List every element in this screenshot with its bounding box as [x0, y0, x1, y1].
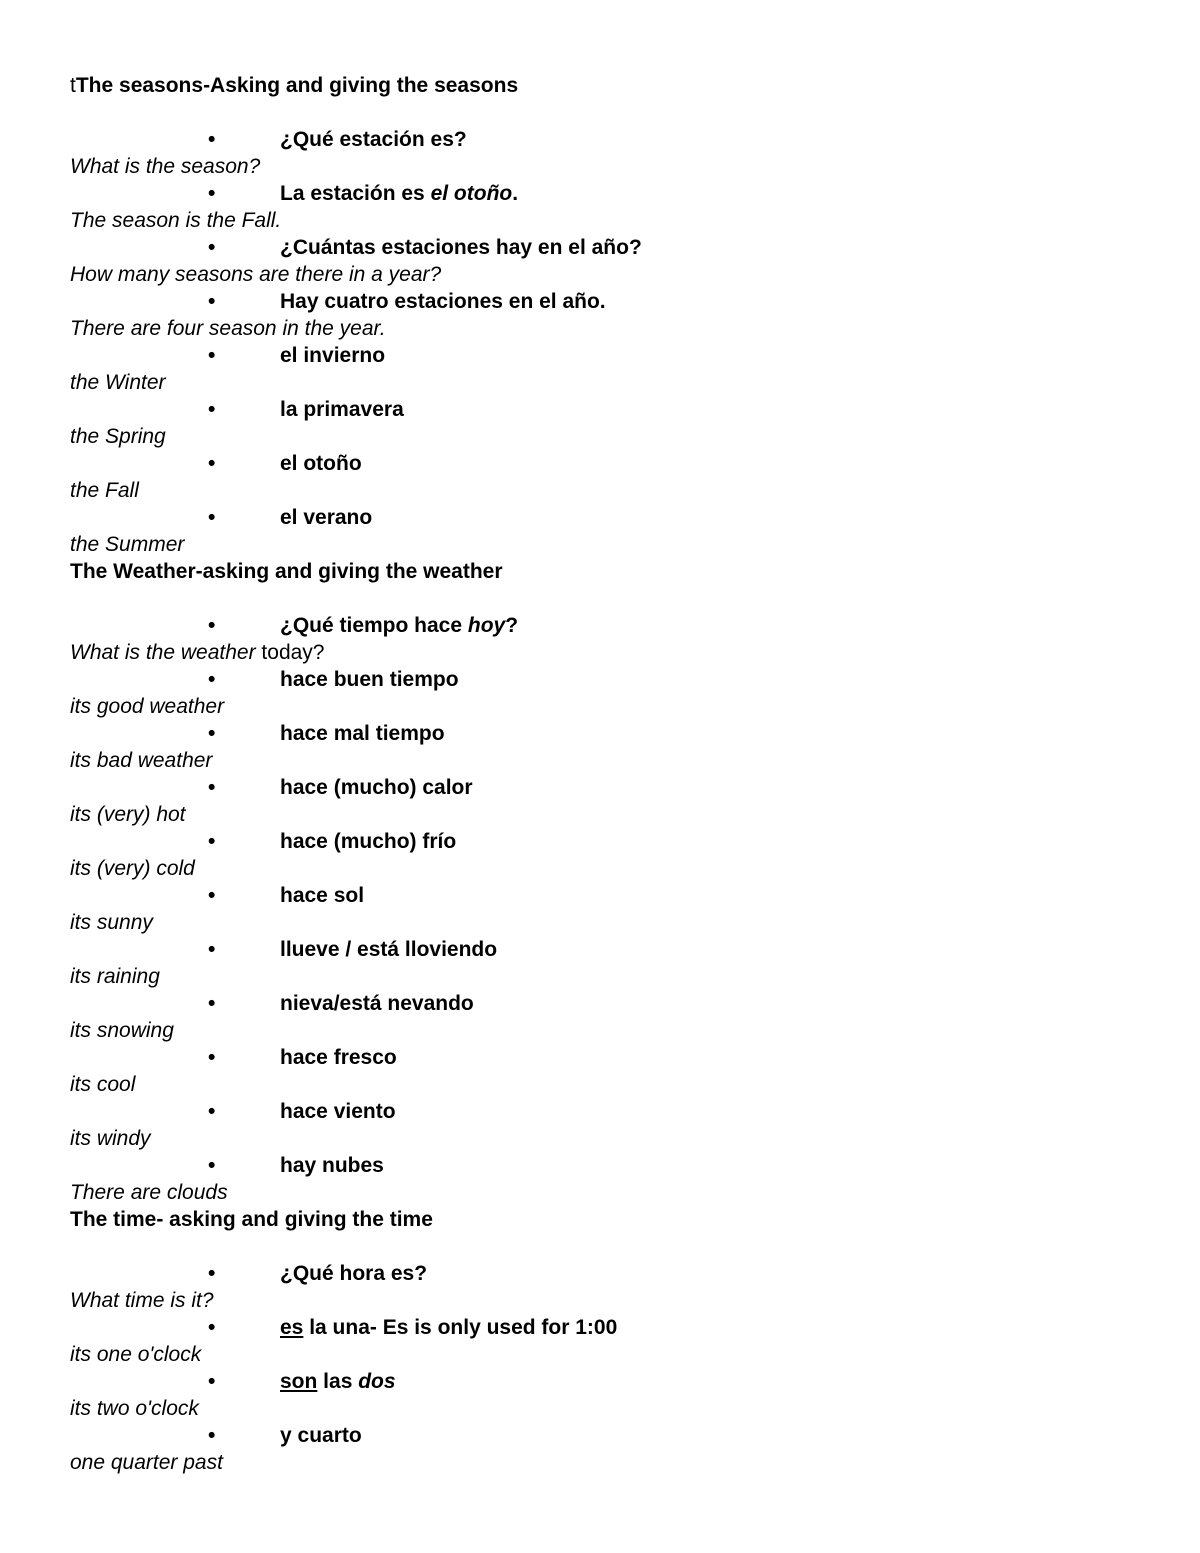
spanish-term: La estación es el otoño. [280, 182, 519, 205]
bullet-icon: • [208, 668, 216, 691]
bullet-icon: • [208, 830, 216, 853]
bullet-icon: • [208, 722, 216, 745]
english-translation: one quarter past [70, 1451, 223, 1474]
spanish-term: llueve / está lloviendo [280, 938, 498, 961]
list-item [70, 126, 1150, 153]
english-translation: its raining [70, 965, 160, 988]
english-translation: its snowing [70, 1019, 174, 1042]
english-translation: What is the weather today? [70, 641, 325, 664]
english-translation: the Spring [70, 425, 166, 448]
seasons-heading [70, 72, 1150, 99]
list-item [70, 504, 1150, 531]
spanish-term: ¿Qué estación es? [280, 128, 467, 151]
bullet-icon: • [208, 182, 216, 205]
bullet-icon: • [208, 1262, 216, 1285]
bullet-icon: • [208, 1100, 216, 1123]
english-translation: There are clouds [70, 1181, 228, 1204]
spanish-term: hace viento [280, 1100, 396, 1123]
english-translation: the Summer [70, 533, 185, 556]
list-item [70, 882, 1150, 909]
spanish-term: hace buen tiempo [280, 668, 459, 691]
bullet-icon: • [208, 1316, 216, 1339]
list-item [70, 342, 1150, 369]
seasons-heading-prefix: t [70, 74, 76, 97]
list-item [70, 1044, 1150, 1071]
english-translation: its windy [70, 1127, 151, 1150]
english-translation: its bad weather [70, 749, 213, 772]
bullet-icon: • [208, 506, 216, 529]
english-translation: its (very) cold [70, 857, 195, 880]
spanish-term: Hay cuatro estaciones en el año. [280, 290, 606, 313]
spanish-term: ¿Qué hora es? [280, 1262, 428, 1285]
list-item [70, 828, 1150, 855]
document-page [70, 72, 1150, 1476]
spanish-term: ¿Cuántas estaciones hay en el año? [280, 236, 642, 259]
spanish-term: y cuarto [280, 1424, 362, 1447]
english-translation: its cool [70, 1073, 136, 1096]
weather-heading: The Weather-asking and giving the weather [70, 560, 503, 583]
list-item [70, 288, 1150, 315]
english-translation: its sunny [70, 911, 153, 934]
english-translation: its (very) hot [70, 803, 186, 826]
spanish-term: nieva/está nevando [280, 992, 474, 1015]
bullet-icon: • [208, 614, 216, 637]
english-translation: There are four season in the year. [70, 317, 386, 340]
english-translation: the Winter [70, 371, 166, 394]
bullet-icon: • [208, 290, 216, 313]
list-item [70, 234, 1150, 261]
time-heading: The time- asking and giving the time [70, 1208, 433, 1231]
list-item [70, 1098, 1150, 1125]
spanish-term: la primavera [280, 398, 404, 421]
list-item [70, 612, 1150, 639]
english-translation: its two o'clock [70, 1397, 199, 1420]
english-translation: its one o'clock [70, 1343, 202, 1366]
bullet-icon: • [208, 884, 216, 907]
bullet-icon: • [208, 1154, 216, 1177]
english-translation: What time is it? [70, 1289, 214, 1312]
bullet-icon: • [208, 344, 216, 367]
bullet-icon: • [208, 128, 216, 151]
list-item [70, 1368, 1150, 1395]
list-item [70, 1314, 1150, 1341]
list-item [70, 1260, 1150, 1287]
list-item [70, 1152, 1150, 1179]
list-item [70, 936, 1150, 963]
english-translation: the Fall [70, 479, 139, 502]
list-item [70, 450, 1150, 477]
spanish-term: son las dos [280, 1370, 396, 1393]
seasons-heading-text: The seasons-Asking and giving the seasons [75, 74, 519, 97]
list-item [70, 774, 1150, 801]
spanish-term: hace sol [280, 884, 365, 907]
spanish-term: el verano [280, 506, 373, 529]
spanish-term: hace mal tiempo [280, 722, 445, 745]
list-item [70, 396, 1150, 423]
spanish-term: el otoño [280, 452, 362, 475]
list-item [70, 1422, 1150, 1449]
spanish-term: el invierno [280, 344, 386, 367]
spanish-term: ¿Qué tiempo hace hoy? [280, 614, 519, 637]
english-translation: its good weather [70, 695, 225, 718]
spanish-term: es la una- Es is only used for 1:00 [280, 1316, 618, 1339]
bullet-icon: • [208, 776, 216, 799]
bullet-icon: • [208, 452, 216, 475]
list-item [70, 720, 1150, 747]
spanish-term: hace (mucho) frío [280, 830, 457, 853]
bullet-icon: • [208, 1046, 216, 1069]
spanish-term: hay nubes [280, 1154, 384, 1177]
spanish-term: hace (mucho) calor [280, 776, 473, 799]
bullet-icon: • [208, 992, 216, 1015]
english-translation: What is the season? [70, 155, 261, 178]
bullet-icon: • [208, 1424, 216, 1447]
english-translation: The season is the Fall. [70, 209, 282, 232]
bullet-icon: • [208, 1370, 216, 1393]
bullet-icon: • [208, 236, 216, 259]
bullet-icon: • [208, 938, 216, 961]
list-item [70, 666, 1150, 693]
bullet-icon: • [208, 398, 216, 421]
list-item [70, 180, 1150, 207]
english-translation: How many seasons are there in a year? [70, 263, 442, 286]
spanish-term: hace fresco [280, 1046, 397, 1069]
list-item [70, 990, 1150, 1017]
